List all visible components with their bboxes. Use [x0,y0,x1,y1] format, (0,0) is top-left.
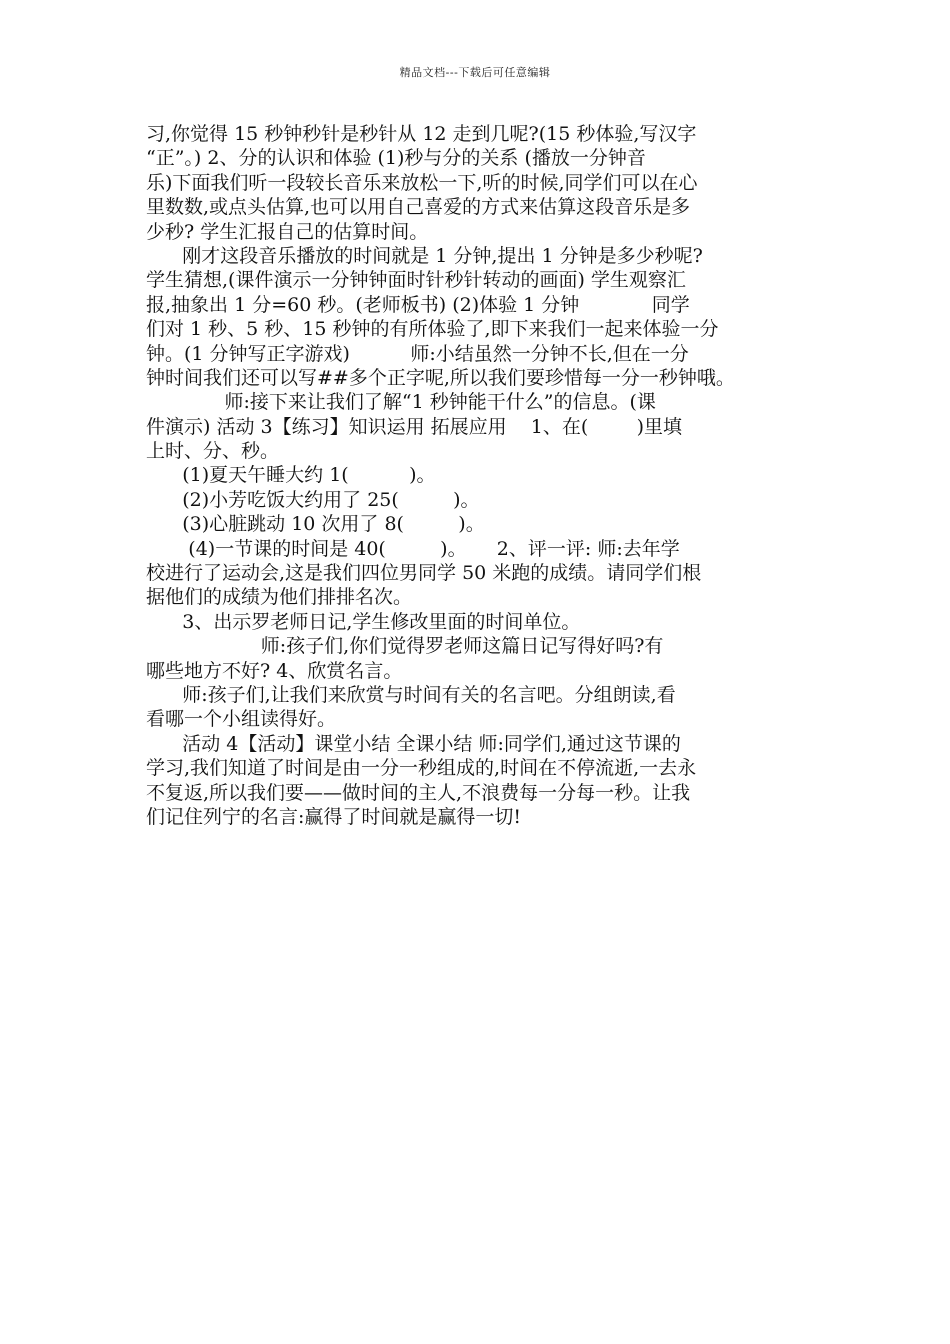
body-line-5: 少秒? 学生汇报自己的估算时间。 [146,220,429,243]
body-line-10: 钟。(1 分钟写正字游戏) 师:小结虽然一分钟不长,但在一分 [146,342,689,365]
document-body [146,122,808,829]
body-line-12: 师:接下来让我们了解“1 秒钟能干什么”的信息。(课 [146,391,656,414]
body-line-20: 据他们的成绩为他们排排名次。 [146,586,413,609]
body-line-16: (2)小芳吃饭大约用了 25( )。 [146,488,480,511]
body-line-14: 上时、分、秒。 [146,440,280,463]
body-line-21: 3、出示罗老师日记,学生修改里面的时间单位。 [146,610,581,633]
body-line-13: 件演示) 活动 3【练习】知识运用 拓展应用 1、在( )里填 [146,415,683,438]
body-line-25: 看哪一个小组读得好。 [146,708,337,731]
body-line-29: 们记住列宁的名言:赢得了时间就是赢得一切! [146,805,522,828]
body-line-28: 不复返,所以我们要——做时间的主人,不浪费每一分每一秒。让我 [146,781,691,804]
body-line-24: 师:孩子们,让我们来欣赏与时间有关的名言吧。分组朗读,看 [146,683,676,706]
body-line-3: 乐)下面我们听一段较长音乐来放松一下,听的时候,同学们可以在心 [146,171,698,194]
page-header: 精品文档---下载后可任意编辑 [399,66,551,79]
body-line-11: 钟时间我们还可以写##多个正字呢,所以我们要珍惜每一分一秒钟哦。 [146,366,735,389]
body-line-2: “正”。) 2、分的认识和体验 (1)秒与分的关系 (播放一分钟音 [146,147,646,170]
body-line-1: 习,你觉得 15 秒钟秒针是秒针从 12 走到几呢?(15 秒体验,写汉字 [146,123,697,145]
body-line-23: 哪些地方不好? 4、欣赏名言。 [146,659,403,682]
body-line-17: (3)心脏跳动 10 次用了 8( )。 [146,513,485,536]
body-line-6: 刚才这段音乐播放的时间就是 1 分钟,提出 1 分钟是多少秒呢? [146,244,703,267]
body-line-4: 里数数,或点头估算,也可以用自己喜爱的方式来估算这段音乐是多 [146,196,691,219]
body-line-7: 学生猜想,(课件演示一分钟钟面时针秒针转动的画面) 学生观察汇 [146,269,686,292]
body-line-18: (4)一节课的时间是 40( )。 2、评一评: 师:去年学 [146,537,680,560]
body-line-27: 学习,我们知道了时间是由一分一秒组成的,时间在不停流逝,一去永 [146,757,697,780]
body-line-8: 报,抽象出 1 分=60 秒。(老师板书) (2)体验 1 分钟 同学 [146,293,690,316]
body-line-15: (1)夏天午睡大约 1( )。 [146,464,436,487]
body-line-22: 师:孩子们,你们觉得罗老师这篇日记写得好吗?有 [146,635,664,658]
body-line-19: 校进行了运动会,这是我们四位男同学 50 米跑的成绩。请同学们根 [146,562,702,585]
body-line-26: 活动 4【活动】课堂小结 全课小结 师:同学们,通过这节课的 [146,732,681,755]
body-line-9: 们对 1 秒、5 秒、15 秒钟的有所体验了,即下来我们一起来体验一分 [146,318,719,341]
